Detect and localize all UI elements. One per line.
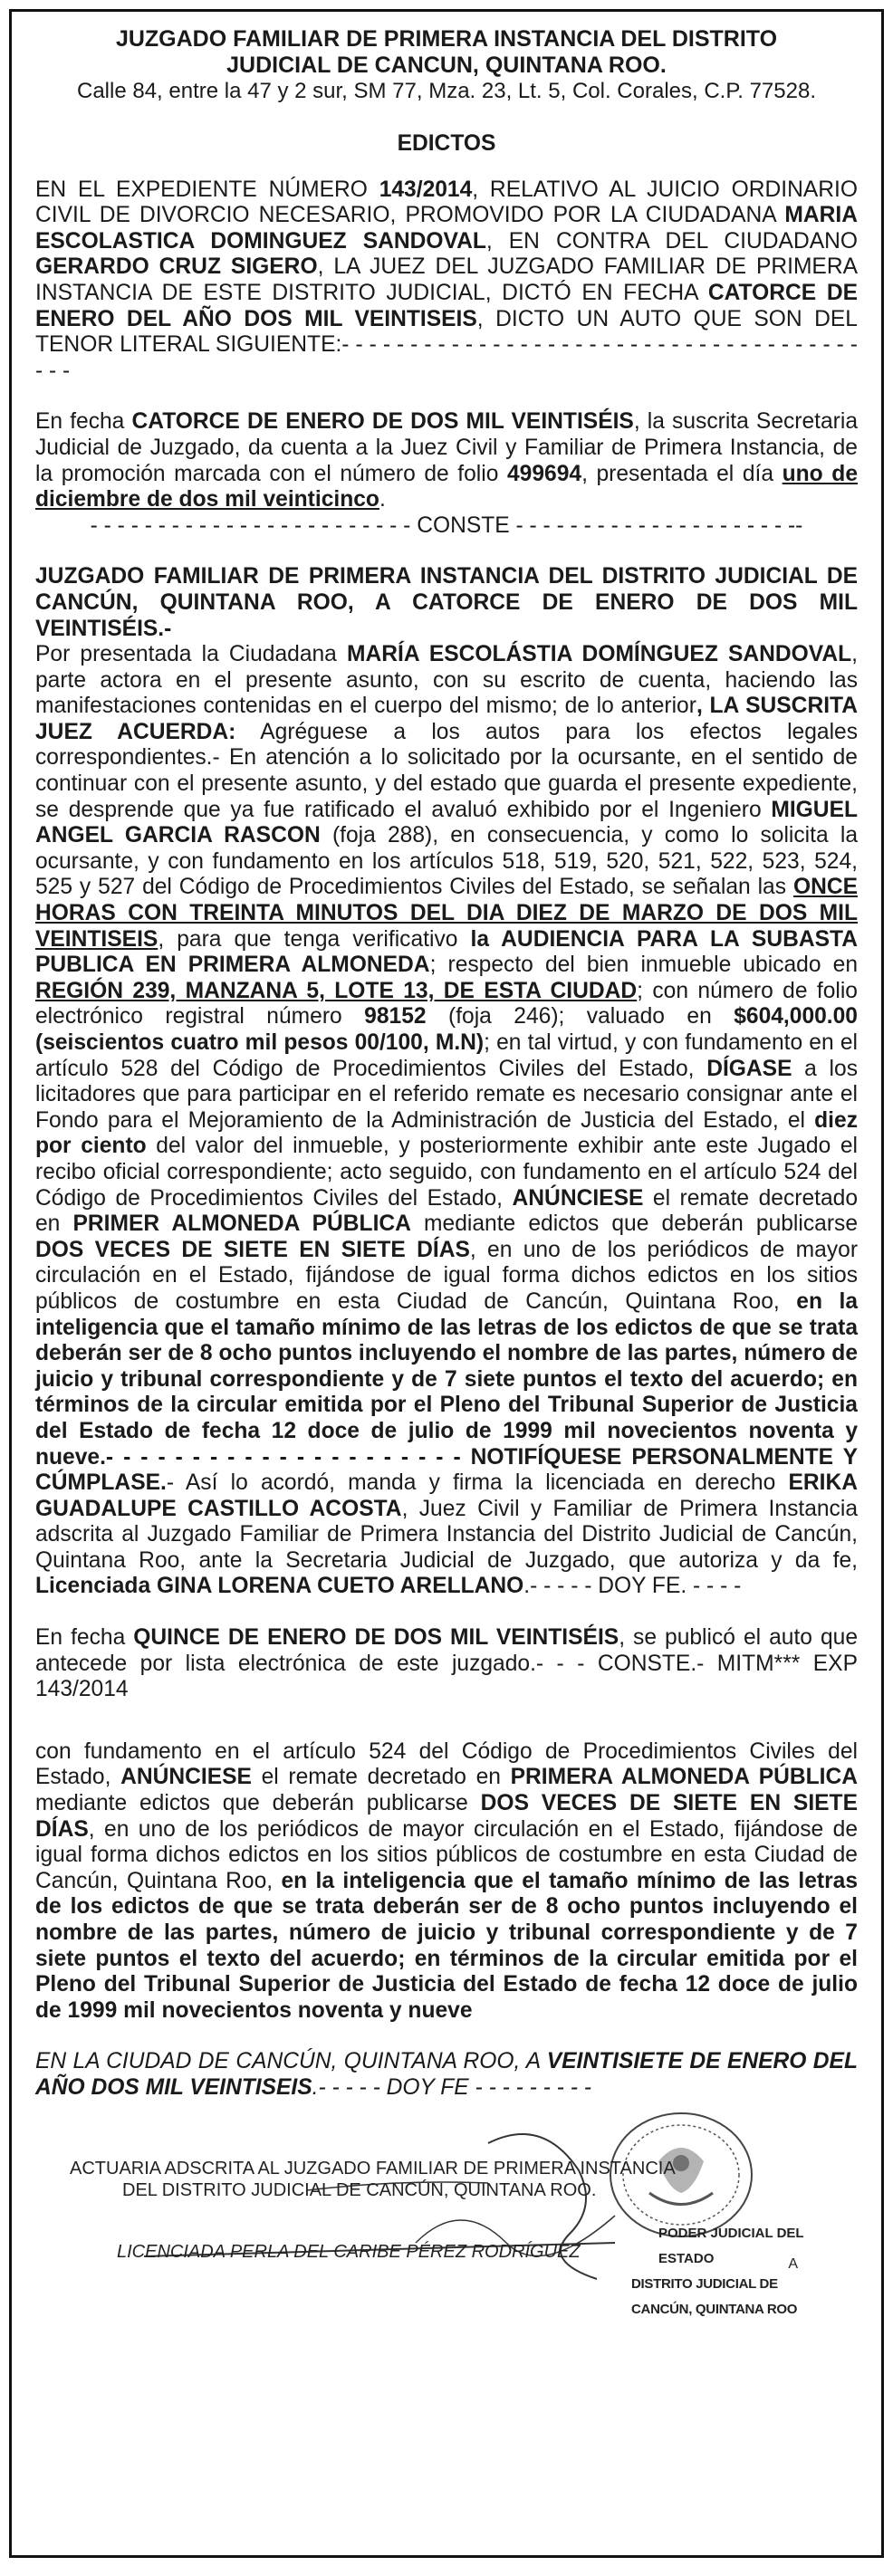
property-location: REGIÓN 239, MANZANA 5, LOTE 13, DE ESTA CIUDAD xyxy=(35,978,638,1003)
text: , presentada el día xyxy=(581,461,783,486)
almoneda: PRIMER ALMONEDA PÚBLICA xyxy=(72,1211,411,1237)
text: , RELATIVO AL JUICIO ORDINARIO CIVIL DE DIVORCIO NECESARIO, PROMOVIDO POR LA CIUDADANA xyxy=(35,177,858,228)
text: (foja 246); valuado en xyxy=(426,1004,735,1029)
almoneda: PRIMERA ALMONEDA PÚBLICA xyxy=(510,1765,859,1790)
text: , en uno de los periódicos de mayor circulación en el Estado, fijándose de igual forma dichos edictos en los sitios públicos de costumbre en esta Ciudad de Cancún, Quintana Roo, xyxy=(35,1816,858,1893)
stamp-letter: A xyxy=(788,2255,798,2272)
stamp-line2: DISTRITO JUDICIAL DE CANCÚN, QUINTANA ROO xyxy=(631,2275,798,2318)
text: Agréguese a los autos para los efectos legales correspondientes.- En atención a lo solicitado por la ocursante, en el sentido de continuar con el presente asunto, y del estado que guarda el presente expediente, se desprende que ya fue ratificado el avaluó exhibido por el Ingeniero xyxy=(35,719,859,822)
signature-name: LICENCIADA PERLA DEL CARIBE PÉREZ RODRÍGUEZ xyxy=(117,2241,581,2262)
closing-statement xyxy=(35,2049,858,2101)
court-header xyxy=(35,26,858,104)
text: el remate decretado en xyxy=(35,1185,859,1237)
conste-separator: - - - - - - - - - - - - - - - - - - - - - - - - CONSTE - - - - - - - - - - - - - - - - - - - - -- xyxy=(90,512,803,538)
text: - Así lo acordó, manda y firma la licenciada en derecho xyxy=(166,1470,789,1496)
text: ; con número de folio electrónico registral número xyxy=(35,978,858,1029)
stamp-icon xyxy=(577,2216,831,2318)
property-value: $604,000.00 (seiscientos cuatro mil pesos 00/100, M.N) xyxy=(35,1004,858,1055)
text: , parte actora en el presente asunto, con su escrito de cuenta, haciendo las manifestaciones contenidas en el cuerpo del mismo; de lo anterior xyxy=(35,642,858,719)
auction-hearing: la AUDIENCIA PARA LA SUBASTA PUBLICA EN PRIMERA ALMONEDA xyxy=(35,926,858,978)
defendant-name: GERARDO CRUZ SIGERO xyxy=(35,254,318,280)
text: EN LA CIUDAD DE CANCÚN, QUINTANA ROO, A xyxy=(35,2049,547,2074)
text: , en uno de los periódicos de mayor circulación en el Estado, fijándose de igual forma dichos edictos en los sitios públicos de costumbre en esta Ciudad de Cancún, Quintana Roo, xyxy=(35,1237,859,1314)
stamp-line1: PODER JUDICIAL DEL ESTADO xyxy=(658,2225,804,2267)
text: a los licitadores que para participar en el referido remate es necesario consignar ante el Fondo para el Mejoramiento de la Administración de Justicia del Estado, el xyxy=(35,1056,858,1133)
hearing-datetime: ONCE HORAS CON TREINTA MINUTOS DEL DIA DIEZ DE MARZO DE DOS MIL VEINTISEIS xyxy=(35,875,858,952)
text: ; respecto del bien inmueble ubicado en xyxy=(429,953,858,978)
paragraph-acuerdo xyxy=(35,642,858,1600)
secretary-name: Licenciada GINA LORENA CUETO ARELLANO xyxy=(35,1574,524,1599)
publication-frequency: DOS VECES DE SIETE EN SIETE DÍAS xyxy=(35,1791,858,1842)
plaintiff-name: MARIA ESCOLASTICA DOMINGUEZ SANDOVAL xyxy=(35,203,858,254)
text: mediante edictos que deberán publicarse xyxy=(410,1211,858,1237)
paragraph-publicacion xyxy=(35,1625,858,1703)
court-address: Calle 84, entre la 47 y 2 sur, SM 77, Mza. 23, Lt. 5, Col. Corales, C.P. 77528. xyxy=(77,79,816,103)
anunciese: ANÚNCIESE xyxy=(120,1765,252,1790)
closing-date: VEINTISIETE DE ENERO DEL AÑO DOS MIL VEINTISEIS xyxy=(35,2049,858,2100)
text: ; en tal virtud, y con fundamento en el artículo 528 del Código de Procedimientos Civiles del Estado, xyxy=(35,1030,858,1081)
text: mediante edictos que deberán publicarse xyxy=(35,1791,481,1816)
case-number: 143/2014 xyxy=(379,177,473,202)
signature-line1: ACTUARIA ADSCRITA AL JUZGADO FAMILIAR DE PRIMERA INSTANCIA xyxy=(70,2158,676,2179)
text: con fundamento en el artículo 524 del Código de Procedimientos Civiles del Estado, xyxy=(35,1738,858,1790)
edict-document xyxy=(9,9,884,2558)
paragraph-cuenta xyxy=(35,409,858,512)
court-name-line1: JUZGADO FAMILIAR DE PRIMERA INSTANCIA DEL DISTRITO xyxy=(115,26,778,52)
judge-agreement: , LA SUSCRITA JUEZ ACUERDA: xyxy=(35,694,858,744)
text: En fecha xyxy=(35,409,132,435)
text: (foja 288), en consecuencia, y como lo solicita la ocursante, y con fundamento en los artículos 518, 519, 520, 521, 522, 523, 524, 525 y 527 del Código de Procedimientos Civiles del Estado, se señalan las xyxy=(35,823,858,900)
font-size-notice: en la inteligencia que el tamaño mínimo de las letras de los edictos de que se trata deberán ser de 8 ocho puntos incluyendo el nombre de las partes, número de juicio y tribunal correspondiente y de 7 siete puntos el texto del acuerdo; en términos de la circular emitida por el Pleno del Tribunal Superior de Justicia del Estado de fecha 12 doce de julio de 1999 mil novecientos noventa y nueve.- - - - - - - - - - - - - - - - - - - - - NOTIFÍQUESE PERSONALMENTE Y CÚMPLASE. xyxy=(35,1288,859,1496)
text: , DICTO UN AUTO QUE SON DEL TENOR LITERAL SIGUIENTE:- - - - - - - - - - - - - - - - - - - - - - - - - - - - - - - - - - - - - - - - - xyxy=(35,306,858,383)
ruling-date: CATORCE DE ENERO DEL AÑO DOS MIL VEINTISEIS xyxy=(35,280,858,331)
text: , EN CONTRA DEL CIUDADANO xyxy=(485,228,858,254)
text: .- - - - - DOY FE. - - - - xyxy=(523,1574,742,1599)
registry-folio: 98152 xyxy=(364,1004,427,1029)
text: , la suscrita Secretaria Judicial de Juzgado, da cuenta a la Juez Civil y Familiar de Primera Instancia, de la promoción marcada con el número de folio xyxy=(35,409,859,486)
cuenta-date: CATORCE DE ENERO DE DOS MIL VEINTISÉIS xyxy=(131,409,634,435)
publication-date: QUINCE DE ENERO DE DOS MIL VEINTISÉIS xyxy=(133,1625,619,1651)
acuerdo-heading: JUZGADO FAMILIAR DE PRIMERA INSTANCIA DEL DISTRITO JUDICIAL DE CANCÚN, QUINTANA ROO, A CATORCE DE ENERO DE DOS MIL VEINTISÉIS.- xyxy=(35,564,858,641)
text: del valor del inmueble, y posteriormente exhibir ante este Jugado el recibo oficial correspondiente; acto seguido, con fundamento en el artículo 524 del Código de Procedimientos Civiles del Estado, xyxy=(35,1134,859,1211)
signature-block xyxy=(35,2107,858,2318)
anunciese: ANÚNCIESE xyxy=(512,1185,644,1211)
text: , LA JUEZ DEL JUZGADO FAMILIAR DE PRIMERA INSTANCIA DE ESTE DISTRITO JUDICIAL, DICTÓ EN FECHA xyxy=(35,254,858,305)
plaintiff-name: MARÍA ESCOLÁSTIA DOMÍNGUEZ SANDOVAL xyxy=(347,642,852,667)
paragraph-expediente xyxy=(35,177,858,385)
text: . xyxy=(379,487,386,512)
engineer-name: MIGUEL ANGEL GARCIA RASCON xyxy=(35,797,858,848)
paragraph-fundamento xyxy=(35,1739,858,2025)
court-name-line2: JUDICIAL DE CANCUN, QUINTANA ROO. xyxy=(226,53,667,78)
publication-frequency: DOS VECES DE SIETE EN SIETE DÍAS xyxy=(35,1237,470,1262)
text: Por presentada la Ciudadana xyxy=(35,642,347,667)
folio-number: 499694 xyxy=(506,461,582,486)
presentation-date: uno de diciembre de dos mil veinticinco xyxy=(35,461,858,512)
font-size-notice: en la inteligencia que el tamaño mínimo de las letras de los edictos de que se trata deberán ser de 8 ocho puntos incluyendo el nombre de las partes, número de juicio y tribunal correspondiente y de 7 siete puntos el texto del acuerdo; en términos de la circular emitida por el Pleno del Tribunal Superior de Justicia del Estado de fecha 12 doce de julio de 1999 mil novecientos noventa y nueve xyxy=(35,1868,858,2023)
signature-line2: DEL DISTRITO JUDICIAL DE CANCÚN, QUINTANA ROO. xyxy=(122,2179,597,2200)
digase: DÍGASE xyxy=(706,1056,792,1081)
text: , para que tenga verificativo xyxy=(158,926,471,952)
text: EN EL EXPEDIENTE NÚMERO xyxy=(35,177,379,202)
text: En fecha xyxy=(35,1625,134,1651)
judge-name: ERIKA GUADALUPE CASTILLO ACOSTA xyxy=(35,1470,858,1521)
text: el remate decretado en xyxy=(251,1765,511,1790)
text: , se publicó el auto que antecede por lista electrónica de este juzgado.- - - CONSTE.- MITM*** EXP 143/2014 xyxy=(35,1625,858,1702)
text: .- - - - - DOY FE - - - - - - - - - xyxy=(312,2074,591,2100)
deposit-percentage: diez por ciento xyxy=(35,1107,858,1159)
document-title: EDICTOS xyxy=(397,131,496,156)
text: , Juez Civil y Familiar de Primera Instancia adscrita al Juzgado Familiar de Primera Instancia del Distrito Judicial de Cancún, Quintana Roo, ante la Secretaria Judicial de Juzgado, que autoriza y da fe, xyxy=(35,1496,858,1573)
